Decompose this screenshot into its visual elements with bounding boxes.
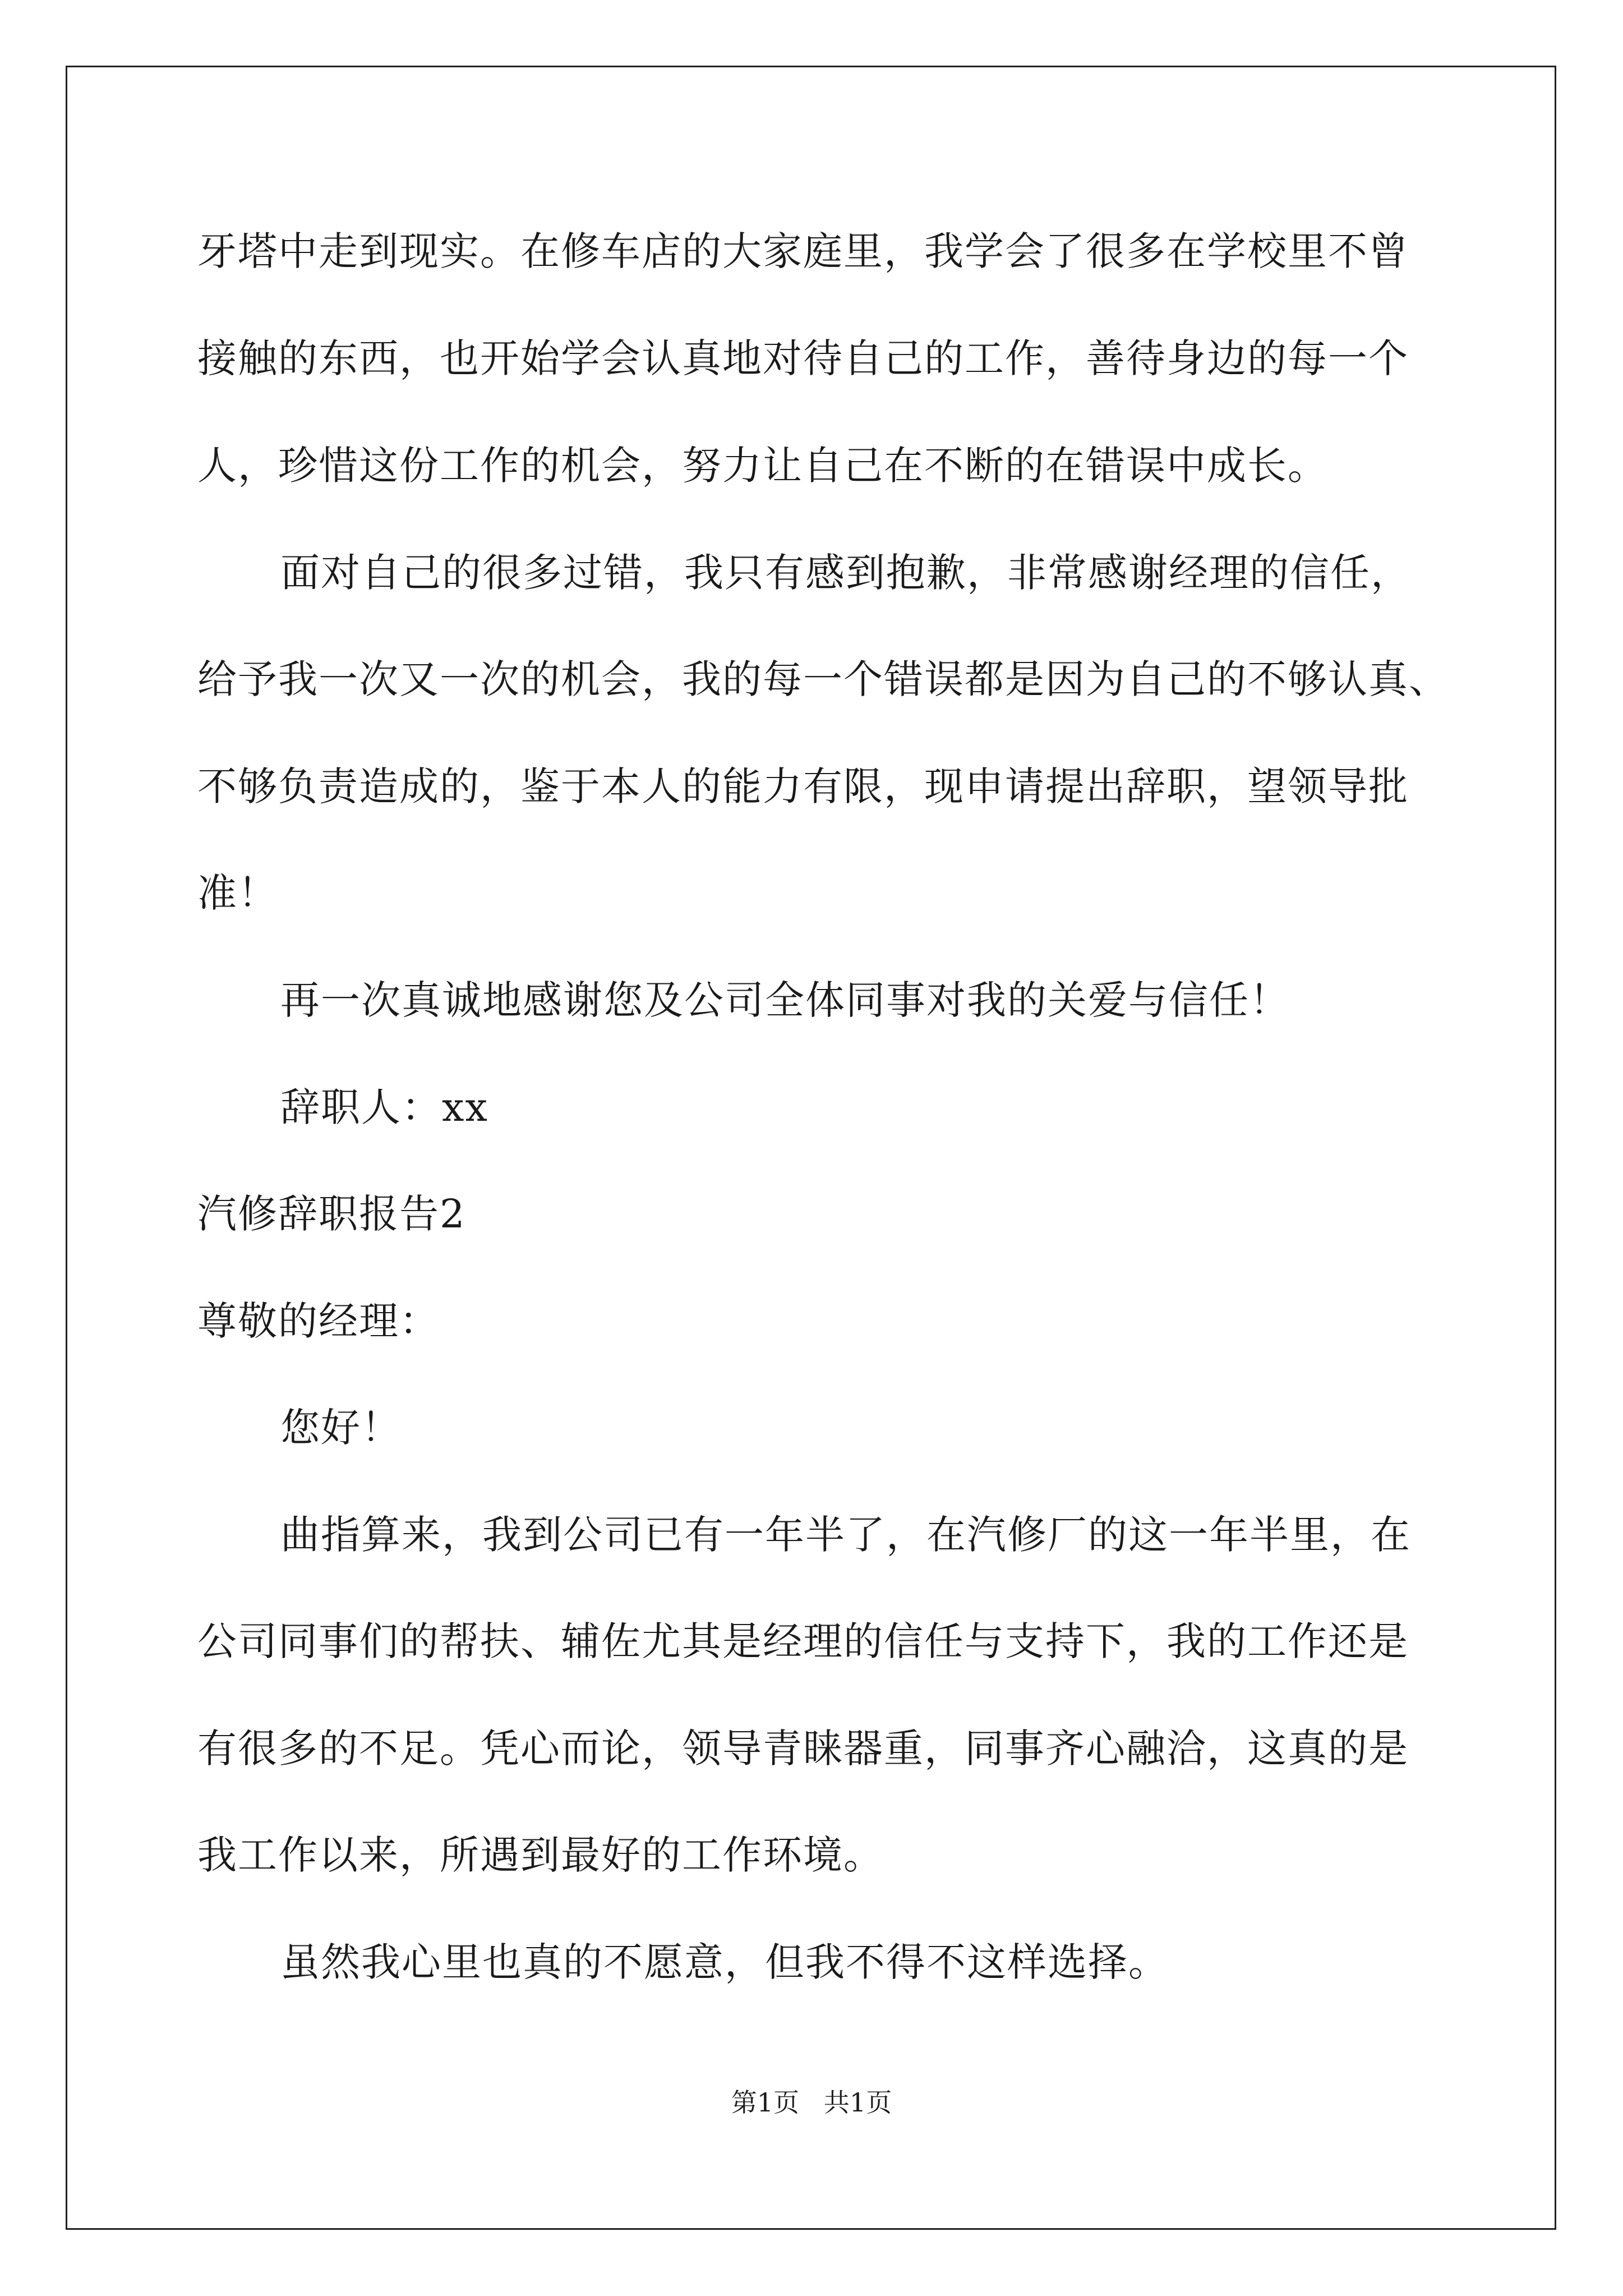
page-footer: 第1页 共1页 [731, 2087, 892, 2118]
paragraph-line: 我工作以来，所遇到最好的工作环境。 [197, 1832, 884, 1878]
salutation: 尊敬的经理： [197, 1298, 440, 1344]
greeting: 您好！ [280, 1405, 402, 1451]
paragraph-line: 人，珍惜这份工作的机会，努力让自己在不断的在错误中成长。 [197, 443, 1328, 489]
paragraph-line: 再一次真诚地感谢您及公司全体同事对我的关爱与信任！ [280, 977, 1290, 1023]
paragraph-line: 牙塔中走到现实。在修车店的大家庭里，我学会了很多在学校里不曾 [197, 228, 1409, 274]
paragraph-line: 有很多的不足。凭心而论，领导青睐器重，同事齐心融洽，这真的是 [197, 1726, 1409, 1772]
paragraph-line: 给予我一次又一次的机会，我的每一个错误都是因为自己的不够认真、 [197, 656, 1449, 702]
paragraph-line: 虽然我心里也真的不愿意，但我不得不这样选择。 [280, 1939, 1169, 1985]
paragraph-line: 不够负责造成的，鉴于本人的能力有限，现申请提出辞职，望领导批 [197, 763, 1409, 809]
paragraph-line: 准！ [197, 870, 278, 916]
paragraph-line: 面对自己的很多过错，我只有感到抱歉，非常感谢经理的信任， [280, 550, 1411, 596]
paragraph-line: 曲指算来，我到公司已有一年半了，在汽修厂的这一年半里，在 [280, 1512, 1411, 1558]
section-title: 汽修辞职报告2 [197, 1191, 466, 1237]
paragraph-line: 接触的东西，也开始学会认真地对待自己的工作，善待身边的每一个 [197, 335, 1409, 381]
signature-line: 辞职人：xx [280, 1084, 488, 1130]
paragraph-line: 公司同事们的帮扶、辅佐尤其是经理的信任与支持下，我的工作还是 [197, 1618, 1409, 1664]
page-border [66, 66, 1556, 2230]
